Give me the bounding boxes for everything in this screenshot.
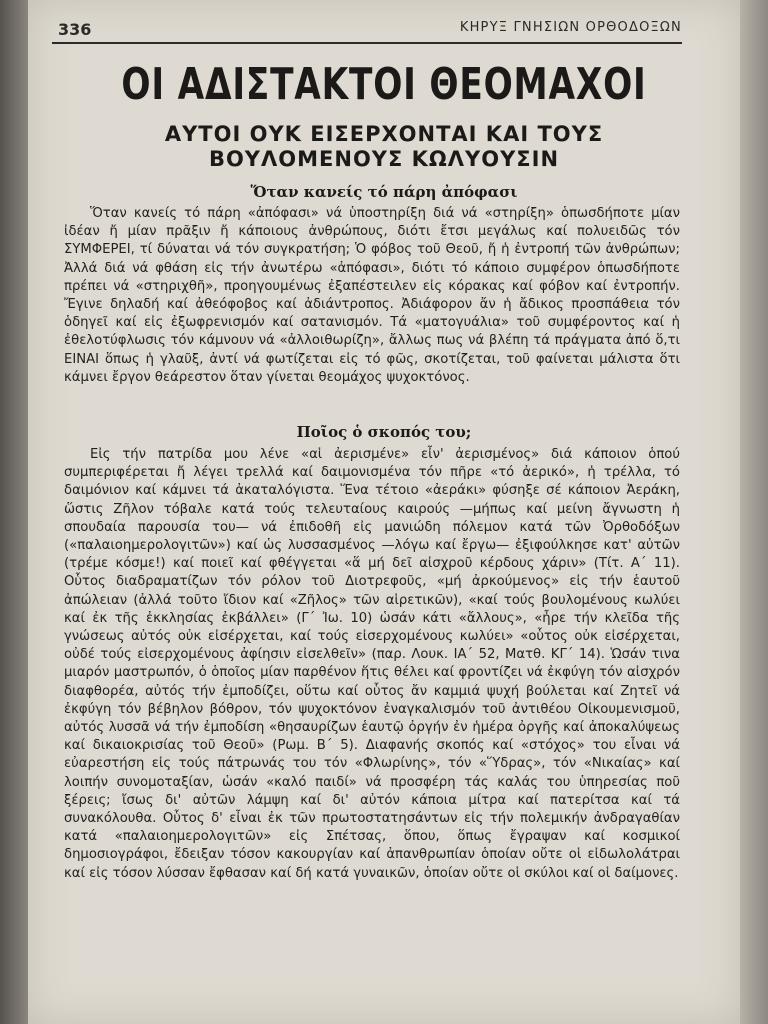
section-1-paragraph: Ὅταν κανείς τό πάρη «ἀπόφασι» νά ὑποστηρίξη διά νά «στηρίξη» ὁπωσδήποτε μίαν ἰδέαν ἤ μίαν πρᾶξιν ἤ κάποιους ἀνθρώπους, διότι ἔτσι μεγάλως καί πολυειδῶς τόν ΣΥΜΦΕΡΕΙ, τί δύναται νά τόν συγκρατήση; Ὁ φόβος τοῦ Θεοῦ, ἤ ἡ ἐντροπή τῶν ἀνθρώπων; Ἀλλά διά νά φθάση εἰς τήν ἀνωτέρω «ἀπόφασι», διότι τό κάποιο συμφέρον ὁπωσδήποτε πρέπει νά «στηριχθῆ», προηγουμένως ἐξαπέστειλεν εἰς κόρακας καί φόβον καί ἐντροπήν. Ἔγινε δηλαδή καί ἀθεόφοβος καί ἀδιάντροπος. Ἀδιάφορον ἄν ἡ ἄδικος προσπάθεια τόν ὁδηγεῖ καί εἰς ἐξωφρενισμόν καί σατανισμόν. Τά «ματογυάλια» τοῦ συμφέροντος καί ἡ ἐθελοτύφλωσις τόν κάμνουν νά «ἀλλοιθωρίζη», ἄλλως πως νά βλέπη τά πράγματα ἀπό ὅ,τι ΕΙΝΑΙ ὅπως ἡ γλαῦξ, ἀντί νά φωτίζεται εἰς τό φῶς, σκοτίζεται, τοῦ φαίνεται μάλιστα ὅτι κάμνει ἔργον θεάρεστον ὅταν γίνεται θεομάχος ψυχοκτόνος. (64, 206, 680, 385)
section-heading-2: Ποῖος ὁ σκοπός του; (296, 423, 472, 441)
page-number: 336 (58, 20, 92, 39)
article-title: ΟΙ ΑΔΙΣΤΑΚΤΟΙ ΘΕΟΜΑΧΟΙ (121, 59, 647, 110)
section-heading-1: Ὅταν κανείς τό πάρη ἀπόφασι (250, 183, 518, 201)
section-2-paragraph: Εἰς τήν πατρίδα μου λένε «αἱ ἀερισμένε» εἶν' ἀερισμένος» διά κάποιον ὁπού συμπεριφέρεται ἤ λέγει τρελλά καί δαιμονισμένα τόν πῆρε «τό ἀερικό», ἡ τρέλλα, τό δαιμόνιον καί κάμνει τά ἀκαταλόγιστα. Ἕνα τέτοιο «ἀεράκι» φύσηξε σέ κάποιον Ἀεράκη, ὥστις Ζῆλον τόβαλε κατά τούς τελευταίους καιρούς —μήπως καί μείνη ἄγνωστη ἡ σπουδαία παρουσία του— νά ἐπιδοθῆ εἰς μανιώδη πόλεμον κατά τῶν Ὀρθοδόξων («παλαιοημερολογιτῶν») καί ὡς λυσσασμένος —λόγω καί ἔργω— ἐξιφούλκησε κατ' αὐτῶν (τρέμε κόσμε!) καί ποιεῖ καί φθέγγεται «ἅ μή δεῖ αἰσχροῦ κέρδους χάριν» (Τίτ. Α΄ 11). Οὗτος διαδραματίζων τόν ρόλον τοῦ Διοτρεφοῦς, «μή ἀρκούμενος» εἰς τήν ἑαυτοῦ ἀπώλειαν (ἀλλά τοῦτο ἴδιον καί «Ζῆλος» τῶν αἱρετικῶν), «καί τούς βουλομένους κωλύει καί ἐκ τῆς ἐκκλησίας ἐκβάλλει» (Γ΄ Ἰω. 10) ὡσάν κάτι «ἄλλους», «ἦρε τήν κλεῖδα τῆς γνώσεως αὐτός οὐκ εἰσέρχεται, καί τούς εἰσερχομένους κωλύει» «οὗτος οὐκ εἰσέρχεται, οὐδέ τούς εἰσερχομένους ἀφίησιν εἰσελθεῖν» (παρ. Λουκ. ΙΑ΄ 52, Ματθ. ΚΓ΄ 14). Ὡσάν τινα μιαρόν μαστρωπόν, ὁ ὁποῖος μίαν παρθένον ἥτις θέλει καί φροντίζει νά ἐκφύγη τόν αἰσχρόν διαφθορέα, αὐτός τήν ἐμποδίζει, οὕτω καί οὗτος ἄν καμμιά ψυχή βούλεται καί Ζητεῖ νά ἐκφύγη τόν βέβηλον βόθρον, τόν ψυχοκτόνον ἐναγκαλισμόν τοῦ ἀντιθέου Οἰκουμενισμοῦ, αὐτός λυσσᾶ νά τήν ἐμποδίση «θησαυρίζων ἑαυτῷ ὀργήν ἐν ἡμέρα ὀργῆς καί ἀποκαλύψεως καί δικαιοκρισίας τοῦ Θεοῦ» (Ρωμ. Β΄ 5). Διαφανής σκοπός καί «στόχος» του εἶναι νά εὐαρεστήση εἰς τούς πάτρωνάς του τόν «Φλωρίνης», τόν «Ὕδρας», τόν «Νικαίας» καί λοιπήν συνομοταξίαν, ὡσάν «καλό παιδί» νά προσφέρη τάς καλάς του ὑπηρεσίας ποῦ ξέρεις; ἴσως δι' αὐτῶν λάμψη καί δι' αὐτόν κάποια μίτρα καί πατερίτσα καί τά συνακόλουθα. Οὗτος δ' εἶναι ἐκ τῶν πρωτοστατησάντων εἰς τήν πολεμικήν ἀνδραγαθίαν κατά «παλαιοημερολογιτῶν» εἰς Σπέτσας, ὅπου, ὅπως ἔγραψαν καί κοσμικοί δημοσιογράφοι, ἔδειξαν τόσον κακουργίαν καί ἀπανθρωπίαν ὁποίαν οὔτε οἱ εἰδωλολάτραι καί εἰς τόσον λύσσαν ἔφθασαν καί δή κατά γυναικῶν, ὁποίαν οὔτε οἱ σκύλοι καί οἱ δαίμονες. (64, 447, 680, 881)
subtitle-line-1: ΑΥΤΟΙ ΟΥΚ ΕΙΣΕΡΧΟΝΤΑΙ ΚΑΙ ΤΟΥΣ (164, 122, 604, 146)
running-head: ΚΗΡΥΞ ΓΝΗΣΙΩΝ ΟΡΘΟΔΟΞΩΝ (459, 20, 682, 35)
page-header (52, 18, 682, 44)
subtitle-line-2: ΒΟΥΛΟΜΕΝΟΥΣ ΚΩΛΥΟΥΣΙΝ (208, 147, 560, 171)
article-subtitle (0, 122, 768, 172)
